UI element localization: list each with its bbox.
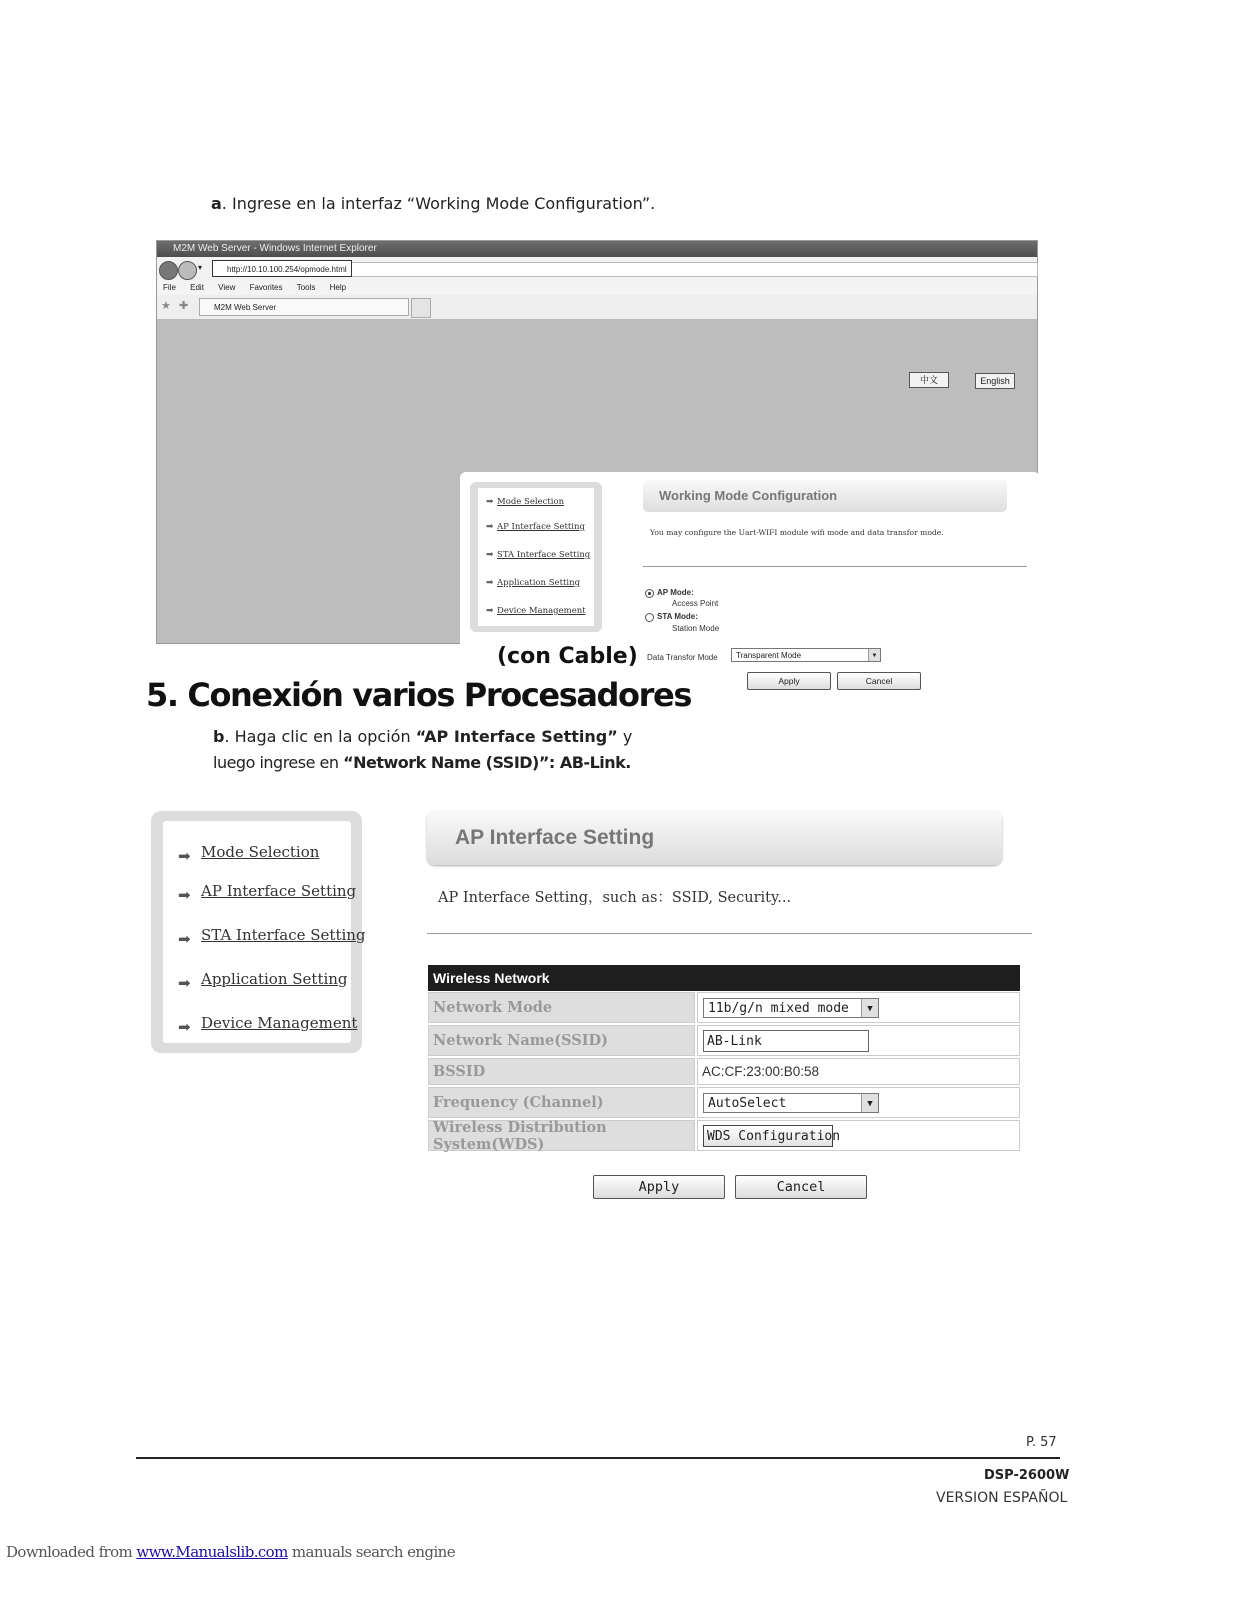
menu-edit[interactable]: Edit <box>190 283 204 292</box>
add-favorites-icon[interactable]: ✚ <box>179 300 189 312</box>
download-prefix: Downloaded from <box>6 1543 137 1561</box>
sidebar-item-mode-selection[interactable] <box>486 497 564 507</box>
menu-view[interactable]: View <box>218 283 236 292</box>
ssid-input[interactable] <box>703 1030 869 1052</box>
ap-page-description: AP Interface Setting，such as：SSID, Security... <box>438 890 792 906</box>
apply-label: Apply <box>778 676 800 686</box>
sidebar-item-sta-interface[interactable] <box>486 550 590 560</box>
new-tab-button[interactable] <box>411 298 431 318</box>
sidebar-item-application[interactable] <box>486 578 580 588</box>
wds-cell <box>697 1120 1020 1151</box>
ssid-cell <box>697 1025 1020 1056</box>
step-b-letter: b <box>213 727 225 746</box>
lang-chinese-button[interactable] <box>909 372 949 388</box>
ap-page-title-text: AP Interface Setting <box>455 826 655 849</box>
step-b-text1: . Haga clic en la opción <box>224 727 416 746</box>
apply-button[interactable] <box>747 672 831 690</box>
version-label: VERSION ESPAÑOL <box>936 1490 1068 1506</box>
window-title-bar <box>157 241 1037 257</box>
ap-sidebar-inner <box>163 821 366 1043</box>
arrow-icon: ➡ <box>486 606 494 616</box>
ssid-value: AB-Link <box>707 1034 762 1049</box>
chevron-down-icon: ▼ <box>868 649 880 661</box>
arrow-icon: ➡ <box>178 975 191 992</box>
frequency-row <box>428 1087 1020 1118</box>
address-input[interactable] <box>212 260 352 277</box>
address-url: http://10.10.100.254/opmode.html <box>227 265 347 274</box>
tab-title: M2M Web Server <box>214 303 277 312</box>
frequency-select[interactable] <box>703 1093 879 1113</box>
arrow-icon: ➡ <box>178 848 191 865</box>
bssid-label: BSSID <box>428 1058 695 1085</box>
bssid-value: AC:CF:23:00:B0:58 <box>702 1064 820 1079</box>
sidebar-inner <box>478 488 594 626</box>
lang-english-label: English <box>980 376 1010 386</box>
section-subheading: (con Cable) <box>497 644 638 669</box>
favorites-star-icon[interactable]: ★ <box>161 300 171 312</box>
wds-row <box>428 1120 1020 1151</box>
ap-sidebar <box>151 811 366 1053</box>
sta-mode-sub: Station Mode <box>672 624 720 633</box>
history-dropdown-icon[interactable]: ▾ <box>198 263 203 272</box>
download-suffix: manuals search engine <box>287 1543 455 1561</box>
back-icon[interactable] <box>159 261 178 280</box>
footer-divider <box>136 1457 1060 1459</box>
sta-mode-radio[interactable] <box>645 613 654 622</box>
network-mode-row <box>428 992 1020 1023</box>
step-b-bold1: “AP Interface Setting” <box>415 727 618 746</box>
address-bar-row <box>157 257 1037 282</box>
cancel-label: Cancel <box>865 676 893 686</box>
ap-mode-label: AP Mode: <box>657 588 694 597</box>
ap-sidebar-item-mode-selection[interactable]: Mode Selection <box>201 843 320 861</box>
ssid-label: Network Name(SSID) <box>428 1025 695 1056</box>
arrow-icon: ➡ <box>178 887 191 904</box>
frequency-cell <box>697 1087 1020 1118</box>
arrow-icon: ➡ <box>486 578 494 588</box>
cancel-button[interactable] <box>837 672 921 690</box>
ap-apply-button[interactable] <box>593 1175 725 1199</box>
forward-icon[interactable] <box>178 261 197 280</box>
ap-sidebar-item-ap-interface[interactable]: AP Interface Setting <box>201 882 357 900</box>
lang-english-button[interactable] <box>975 373 1015 389</box>
network-mode-label: Network Mode <box>428 992 695 1023</box>
ssid-row <box>428 1025 1020 1056</box>
step-a-body: . Ingrese en la interfaz “Working Mode Configuration”. <box>221 194 656 213</box>
page-number: P. 57 <box>1026 1435 1057 1450</box>
address-bar-extension <box>352 262 1038 277</box>
model-name: DSP-2600W <box>984 1468 1070 1483</box>
step-b-line1 <box>213 727 632 746</box>
download-notice <box>6 1543 455 1561</box>
wds-configuration-button[interactable] <box>703 1125 841 1147</box>
network-mode-cell <box>697 992 1020 1023</box>
lang-chinese-label: 中文 <box>919 375 938 385</box>
step-b-text2: y <box>617 727 633 746</box>
menu-file[interactable]: File <box>163 283 176 292</box>
window-title: M2M Web Server - Windows Internet Explorer <box>173 243 377 254</box>
page-title <box>643 480 1007 512</box>
menu-help[interactable]: Help <box>329 283 347 292</box>
frequency-value: AutoSelect <box>708 1096 787 1111</box>
section-heading: 5. Conexión varios Procesadores <box>146 676 691 714</box>
menu-tools[interactable]: Tools <box>296 283 316 292</box>
ap-mode-radio[interactable] <box>645 589 654 598</box>
step-b-bold2: “Network Name (SSID)”: AB-Link. <box>343 753 631 772</box>
wds-label: Wireless Distribution System(WDS) <box>428 1120 695 1151</box>
divider <box>643 566 1027 567</box>
favorites-bar <box>157 295 1037 320</box>
wireless-network-header <box>428 965 1020 991</box>
ap-sidebar-item-application[interactable]: Application Setting <box>201 970 348 988</box>
network-mode-select[interactable] <box>703 998 879 1018</box>
step-a-letter: a <box>211 194 222 213</box>
page-title-text: Working Mode Configuration <box>659 488 838 503</box>
bssid-row <box>428 1058 1020 1085</box>
step-b-line2 <box>213 753 631 772</box>
sidebar-item-device-management[interactable] <box>486 606 586 616</box>
arrow-icon: ➡ <box>486 497 494 507</box>
sidebar-label: STA Interface Setting <box>497 550 591 560</box>
ap-cancel-button[interactable] <box>735 1175 867 1199</box>
wireless-network-header-text: Wireless Network <box>433 970 550 986</box>
ap-sidebar-item-device-management[interactable]: Device Management <box>201 1014 358 1032</box>
sidebar-label: AP Interface Setting <box>497 522 585 532</box>
browser-tab[interactable] <box>199 298 409 316</box>
bssid-cell <box>697 1058 1020 1085</box>
network-mode-value: 11b/g/n mixed mode <box>708 1001 849 1016</box>
arrow-icon: ➡ <box>486 522 494 532</box>
ap-cancel-label: Cancel <box>776 1179 826 1195</box>
wds-configuration-label: WDS Configuration <box>707 1129 841 1144</box>
manualslib-link[interactable]: www.Manualslib.com <box>136 1543 288 1561</box>
ap-mode-sub: Access Point <box>672 599 719 608</box>
sta-mode-label: STA Mode: <box>657 612 698 621</box>
sidebar <box>470 482 602 632</box>
chevron-down-icon: ▼ <box>861 999 878 1017</box>
ap-apply-label: Apply <box>638 1179 680 1195</box>
step-b-text3: luego ingrese en <box>213 753 344 772</box>
sidebar-label: Device Management <box>497 606 586 616</box>
page-description: You may configure the Uart-WIFI module wifi mode and data transfor mode. <box>650 528 944 537</box>
menu-favorites[interactable]: Favorites <box>249 283 283 292</box>
arrow-icon: ➡ <box>178 931 191 948</box>
menu-bar <box>157 281 1037 295</box>
sidebar-label: Mode Selection <box>497 497 565 507</box>
divider <box>427 933 1032 934</box>
arrow-icon: ➡ <box>486 550 494 560</box>
step-a-text <box>211 194 655 213</box>
ap-page-title <box>427 811 1002 865</box>
sidebar-label: Application Setting <box>497 578 581 588</box>
data-transfer-label: Data Transfor Mode <box>647 653 718 662</box>
data-transfer-select[interactable] <box>731 648 881 662</box>
frequency-label: Frequency (Channel) <box>428 1087 695 1118</box>
sidebar-item-ap-interface[interactable] <box>486 522 585 532</box>
data-transfer-value: Transparent Mode <box>736 651 802 660</box>
arrow-icon: ➡ <box>178 1019 191 1036</box>
chevron-down-icon: ▼ <box>861 1094 878 1112</box>
ap-sidebar-item-sta-interface[interactable]: STA Interface Setting <box>201 926 366 944</box>
